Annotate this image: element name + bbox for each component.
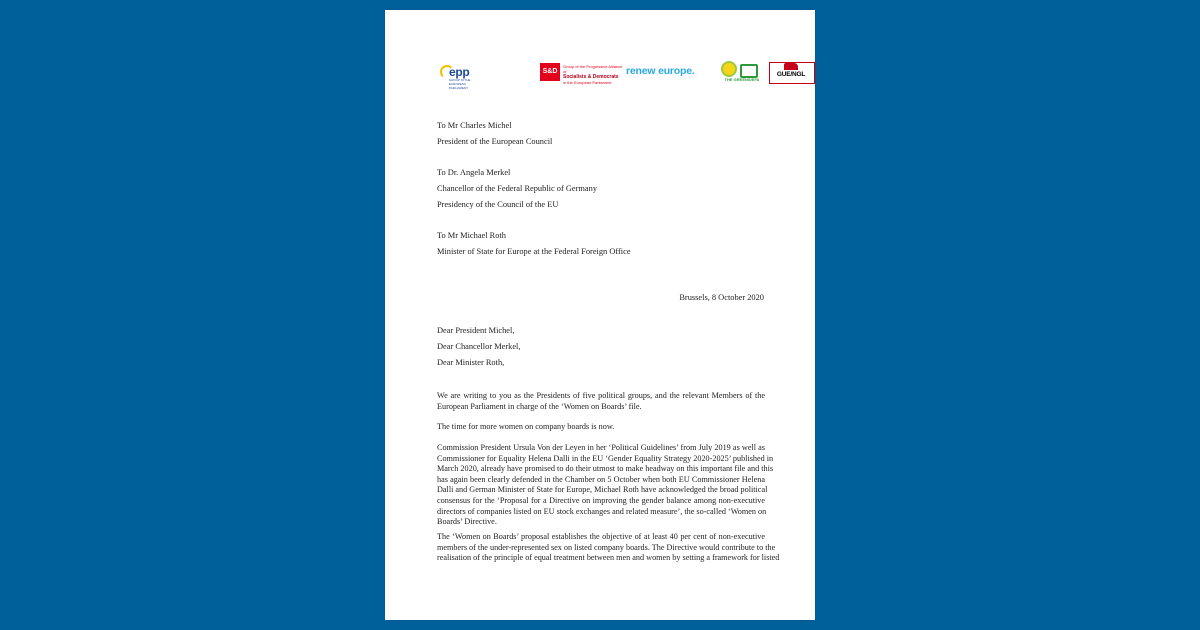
addressee-2-title: Chancellor of the Federal Republic of Germany [437, 184, 598, 193]
letter-date: Brussels, 8 October 2020 [679, 293, 764, 302]
addressee-2-title-2: Presidency of the Council of the EU [437, 200, 559, 209]
sunflower-icon [723, 63, 735, 75]
addressee-2-name: To Dr. Angela Merkel [437, 168, 511, 177]
party-logos [437, 62, 806, 90]
snd-logo: S&D Group of the Progressive Alliance of Socialists & Democrats in the European Parliament [540, 62, 622, 84]
addressee-3-name: To Mr Michael Roth [437, 231, 506, 240]
gue-ngl-logo: GUE/NGL [769, 62, 815, 84]
flag-icon [784, 63, 798, 70]
salutation-3: Dear Minister Roth, [437, 358, 505, 367]
salutation-1: Dear President Michel, [437, 326, 515, 335]
addressee-3-title: Minister of State for Europe at the Federal Foreign Office [437, 247, 631, 256]
epp-logo: epp GROUP IN THE EUROPEAN PARLIAMENT [439, 64, 479, 86]
addressee-1-name: To Mr Charles Michel [437, 121, 512, 130]
paragraph-2: The time for more women on company boards is now. [437, 422, 615, 431]
greens-e-icon [740, 64, 758, 78]
salutation-2: Dear Chancellor Merkel, [437, 342, 521, 351]
letter-page [385, 10, 815, 620]
addressee-1-title: President of the European Council [437, 137, 553, 146]
paragraph-4: The ‘Women on Boards’ proposal establishes the objective of at least 40 per cent of non-executive members of the under-represented sex on listed company boards. The Directive would contribute to the realisation of the principle of equal treatment between men and women by setting a framework for listed [437, 532, 780, 563]
renew-europe-logo: renew europe. [626, 65, 695, 77]
paragraph-3: Commission President Ursula Von der Leyen in her ‘Political Guidelines’ from July 2019 as well as Commissioner for Equality Helena Dalli in the EU ‘Gender Equality Strategy 2020-2025’ published in March 2020, already have promised to do their utmost to make headway on this important file and this has again been clearly defended in the Chamber on 5 October when both EU Commissioner Helena Dalli and German Minister of State for Europe, Michael Roth have acknowledged the broad political consensus for the ‘Proposal for a Directive on improving the gender balance among non-executive directors of companies listed on EU stock exchanges and related measure’, the so-called ‘Women on Boards’ Directive. [437, 443, 774, 527]
paragraph-1: We are writing to you as the Presidents of five political groups, and the relevant Members of the European Parliament in charge of the ‘Women on Boards’ file. [437, 391, 765, 411]
greens-efa-logo: THE GREENS/EFA [720, 62, 762, 84]
